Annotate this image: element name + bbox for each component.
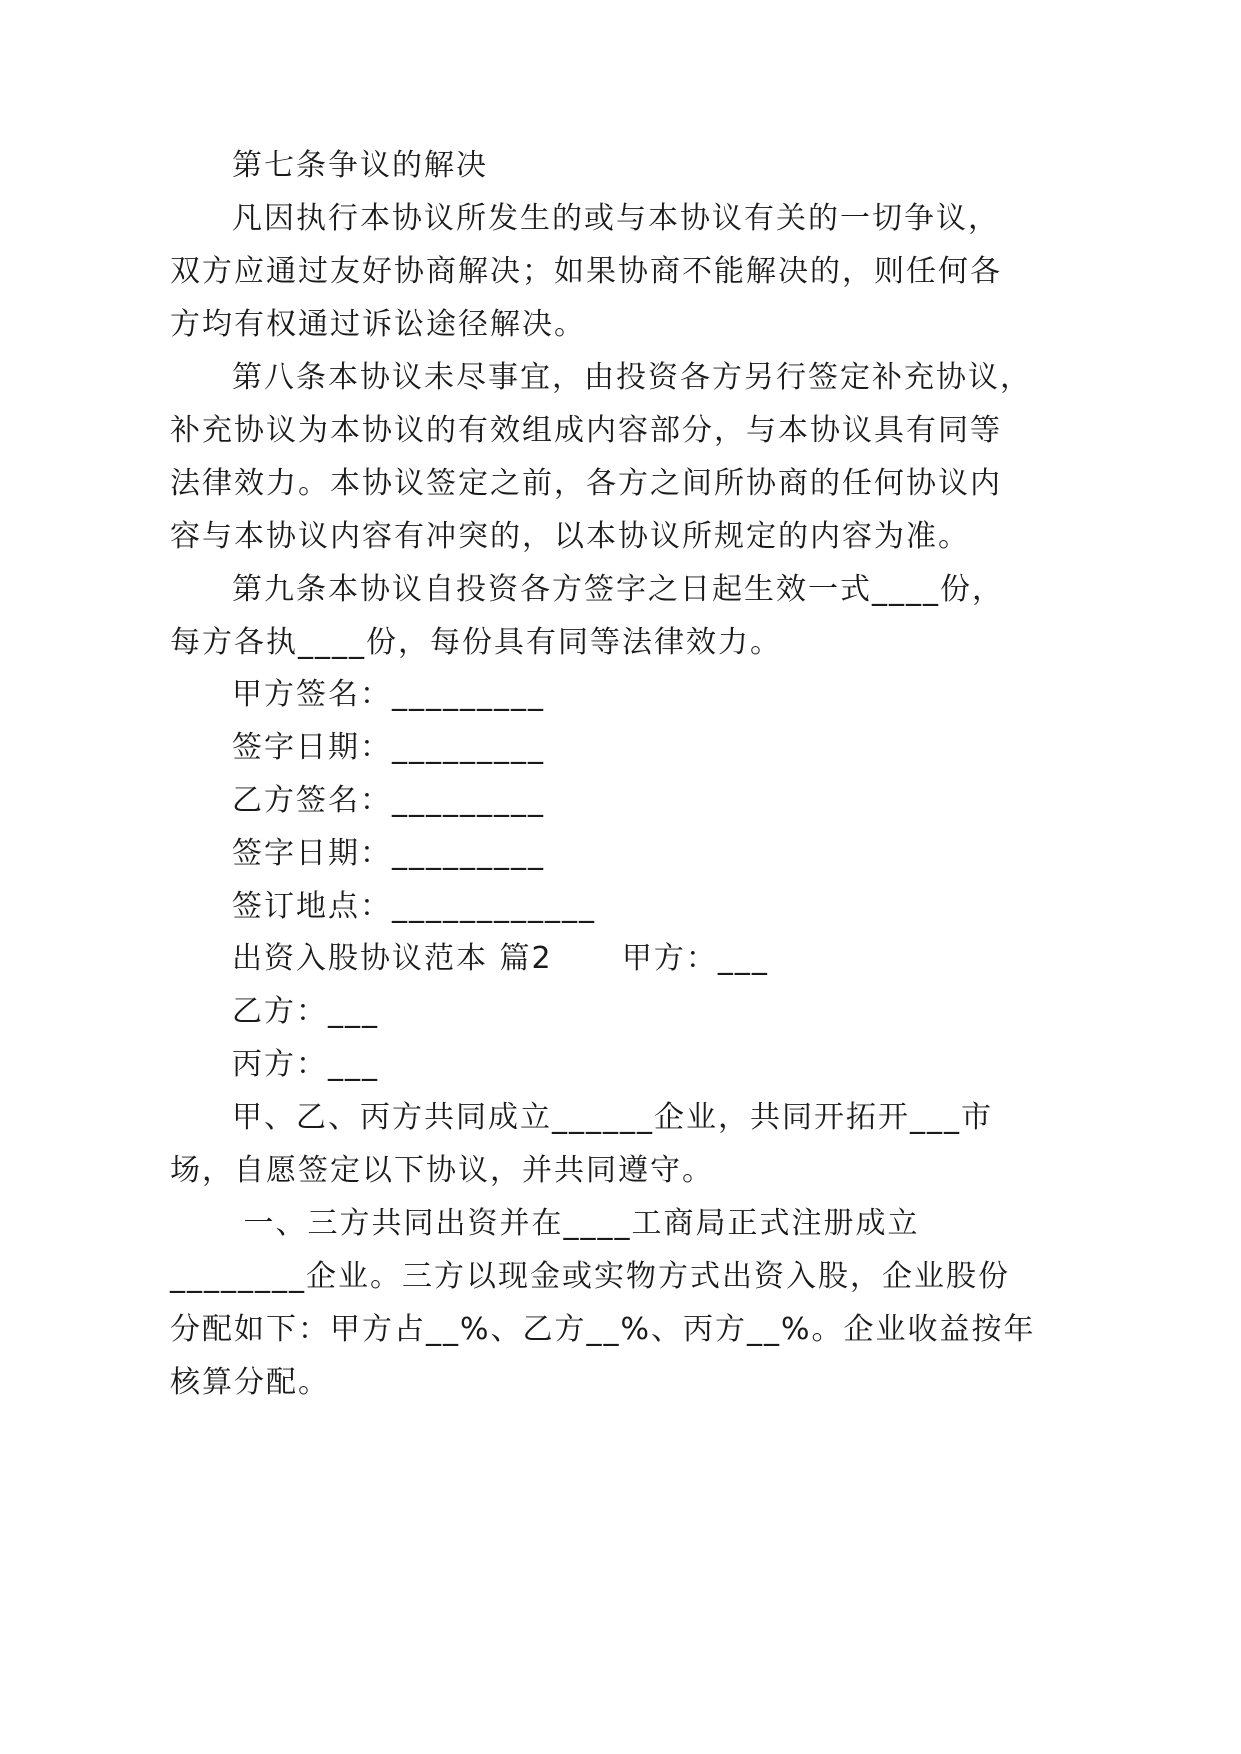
party-c-line: 丙方：___ — [232, 1047, 379, 1082]
section-heading-article-7: 第七条争议的解决 — [232, 148, 488, 183]
paragraph-line: 分配如下：甲方占__%、乙方__%、丙方__%。企业收益按年 — [170, 1312, 1036, 1347]
paragraph-line: 第八条本协议未尽事宜，由投资各方另行签定补充协议， — [232, 360, 1032, 395]
paragraph-line: 法律效力。本协议签定之前，各方之间所协商的任何协议内 — [170, 466, 1002, 501]
signature-date-line: 签字日期：_________ — [232, 836, 545, 871]
signing-place-line: 签订地点：____________ — [232, 889, 596, 924]
party-b-line: 乙方：___ — [232, 994, 379, 1029]
paragraph-line: 每方各执____份，每份具有同等法律效力。 — [170, 625, 782, 660]
paragraph-line: 一、三方共同出资并在____工商局正式注册成立 — [232, 1206, 920, 1241]
paragraph-line: 核算分配。 — [170, 1365, 330, 1400]
signature-date-line: 签字日期：_________ — [232, 730, 545, 765]
paragraph-line: 凡因执行本协议所发生的或与本协议有关的一切争议， — [232, 201, 1000, 236]
paragraph-line: 场，自愿签定以下协议，并共同遵守。 — [170, 1153, 714, 1188]
section-heading-template-2: 出资入股协议范本 篇2 甲方：___ — [232, 941, 769, 976]
paragraph-line: 容与本协议内容有冲突的，以本协议所规定的内容为准。 — [170, 519, 970, 554]
paragraph-line: 甲、乙、丙方共同成立______企业，共同开拓开___市 — [232, 1100, 993, 1135]
paragraph-line: 方均有权通过诉讼途径解决。 — [170, 307, 586, 342]
signature-line-party-b: 乙方签名：_________ — [232, 783, 545, 818]
signature-line-party-a: 甲方签名：_________ — [232, 677, 545, 712]
paragraph-line: ________企业。三方以现金或实物方式出资入股，企业股份 — [170, 1259, 1010, 1294]
paragraph-line: 双方应通过友好协商解决；如果协商不能解决的，则任何各 — [170, 254, 1002, 289]
paragraph-line: 补充协议为本协议的有效组成内容部分，与本协议具有同等 — [170, 413, 1002, 448]
paragraph-line: 第九条本协议自投资各方签字之日起生效一式____份， — [232, 572, 1004, 607]
